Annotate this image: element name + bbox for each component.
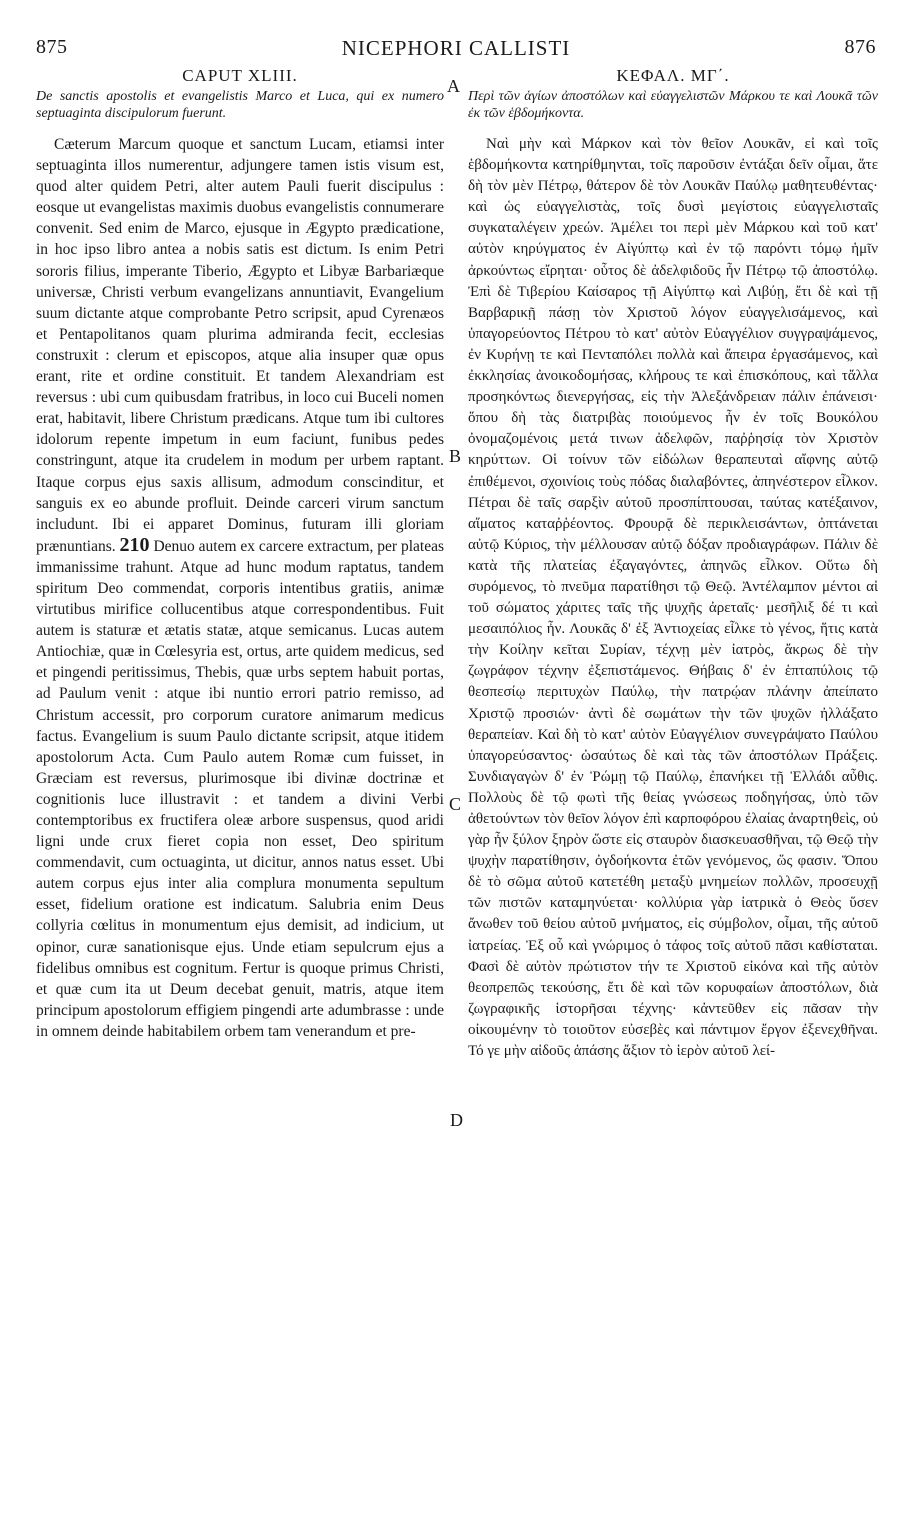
margin-letter-c: C — [449, 794, 462, 814]
margin-letter-a: A — [447, 76, 460, 96]
margin-letter-d: D — [450, 1110, 463, 1130]
latin-text-before: Cæterum Marcum quoque et sanctum Lucam, etiamsi inter septuaginta illos numerentur, adjungere tamen istis visum est, quod alter quidem Petri, alter autem Pauli fuerit discipulus : eosque ut evangelistas maximis duobus evangelistis connumerare convenit. Sed enim de Marco, ejusque in Ægypto prædicatione, in hoc ipso libro antea a nobis satis est dictum. Is enim Petri sororis filius, imperante Tiberio, Ægypto et Libyæ Barbariæque universæ, Christi verbum evangelizans annuntiavit, Evangelium suum dictante atque comprobante Petro scripsit, apud Cyrenæos et Pentapolitanos quam plurima admiranda fecit, ecclesias construxit : clerum et episcopos, atque alia insuper quæ opus erant, rite et ordine constituit. Et tandem Alexandriam est reversus : ubi cum quibusdam fratribus, in loco cui Buceli nomen erat, habitavit, libere Christum prædicans. Atque tum ibi cultores idolorum repente impetum in eum faciunt, funibus pedes constringunt, atque ita crudelem in modum per urbem raptant. Itaque corpus ejus saxis allisum, admodum conscinditur, et sanguis ex eo abunde profluit. Deinde carceri virum sanctum includunt. Ibi ei apparet Dominus, futuram illi gloriam prænuntians. — [36, 136, 444, 555]
latin-column — [36, 66, 444, 1042]
section-number: 210 — [119, 533, 150, 556]
margin-letter-b: B — [449, 446, 462, 466]
greek-chapter-subtitle: Περὶ τῶν ἁγίων ἀποστόλων καὶ εὐαγγελιστῶν Μάρκου τε καὶ Λουκᾶ τῶν ἐκ τῶν ἑβδομήκοντα. — [468, 89, 878, 121]
greek-chapter-heading: ΚΕΦΑΛ. ΜΓ΄. — [616, 66, 730, 85]
page-number-left: 875 — [36, 36, 68, 58]
page-number-right: 876 — [844, 36, 876, 58]
latin-text-after: Denuo autem ex carcere extractum, per plateas immanissime trahunt. Atque ad hunc modum raptatus, tandem spiritum Deo commendat, corporis intentibus gratiis, animæ virtutibus mirifice collucentibus atque correspondentibus. Fuit autem is staturæ et ætatis statæ, atque semicanus. Lucas autem Antiochiæ, quæ in Cœlesyria est, ortus, arte quidem medicus, sed et pingendi peritissimus, Thebis, quæ urbs septem habuit portas, ad Paulum venit : atque ibi nuntio errori patrio remisso, ad Christum accessit, pro corporum curatore animarum medicus factus. Evangelium is suum Paulo dictante scripsit, atque itidem apostolorum Acta. Cum Paulo autem Romæ cum fuisset, in Græciam est reversus, plurimosque ibi divinæ doctrinæ et cognitionis luce illustravit : et tandem a divini Verbi contemptoribus ex fructifera oleæ arbore suspensus, quod aridi ligni unde crux fieret copia non esset, Deo spiritum commendavit, cum octuaginta, ut dicitur, annos natus esset. Ubi autem corpus ejus inter alia complura monumenta sepultum esset, fidelium oratione est indicatum. Salubria enim Deus collyria cœlitus in monumentum ejus demisit, ad indicium, ut opinor, curæ sanationisque ejus. Unde etiam sepulcrum ejus a fidelibus omnibus est cognitum. Fertur is quoque primus Christi, et quæ cum ita ut Deum decebat genuit, matris, atque item principum apostolorum effigiem pingendi arte adumbrasse : unde in omnem deinde habitabilem orbem tam venerandum et pre- — [36, 537, 444, 1040]
greek-body-text: Ναὶ μὴν καὶ Μάρκον καὶ τὸν θεῖον Λουκᾶν, εἰ καὶ τοῖς ἑβδομήκοντα κατηρίθμηνται, τοῖς παροῦσιν ἐντάξαι δεῖν οἶμαι, ἅτε δὴ τὸν μὲν Πέτρῳ, θάτερον δὲ τὸν Λουκᾶν Παύλῳ μαθητευθέντας· καὶ ὡς εὐαγγελιστὰς, τοῖς δυσὶ μεγίστοις εὐαγγελισταῖς συγκαταλέγειν χρεών. Ἀμέλει τοι περὶ μὲν Μάρκου καὶ τοῦ κατ' αὐτὸν κηρύγματος ἐν Αἰγύπτῳ καὶ ἐν τῷ παρόντι τόμῳ ἡμῖν ἀρκούντως εἴρηται· οὗτος δὲ ἀδελφιδοῦς ἦν Πέτρῳ τῷ ἀποστόλῳ. Ἐπὶ δὲ Τιβερίου Καίσαρος τῇ Αἰγύπτῳ καὶ Λιβύῃ, ἔτι δὲ καὶ τῇ Βαρβαρικῇ πάσῃ τὸν Χριστοῦ λόγον εὐαγγελισάμενος, καὶ ὑπαγορεύοντος Πέτρου τὸ κατ' αὐτὸν Εὐαγγέλιον συγγραψάμενος, ἐν Κυρήνῃ τε καὶ Πενταπόλει πολλὰ καὶ ἄπειρα ἐργασάμενος, καὶ ἐκκλησίας ἀνοικοδομήσας, κλήρους τε καὶ ἐπισκόπους, καὶ τἄλλα προσηκόντως διενεργήσας, εἰς τὴν Ἀλεξάνδρειαν πάλιν ἐπάνεισι· ὅπου δὴ τὰς διατριβὰς ποιούμενος ἦν ἐν τοῖς Βουκόλου ὀνομαζομένοις μετά τινων ἀδελφῶν, παῤῥησίᾳ τὸν Χριστὸν κηρύττων. Οἱ τοίνυν τῶν εἰδώλων θεραπευταὶ αἴφνης αὐτῷ ἐπιθέμενοι, σχοινίοις τοὺς πόδας διαλαβόντες, ἀπηνέστερον εἷλκον. Πέτραι δὲ ταῖς σαρξὶν αὐτοῦ προσπίπτουσαι, ταύτας κατέξαινον, αἵματος καταῤῥέοντος. Φρουρᾷ δὲ περικλεισάντων, ὀπτάνεται αὐτῷ Κύριος, τὴν μέλλουσαν αὐτῷ δόξαν προδιαγράφων. Πάλιν δὲ κατὰ τῆς πλατείας ἐξαγαγόντες, ἀπηνῶς εἷλκον. Οὕτω δὴ συρόμενος, τὸ πνεῦμα παρατίθησι τῷ Θεῷ. Ἀντέλαμπον μέντοι αἱ τοῦ σώματος χάριτες ταῖς τῆς ψυχῆς ἀρεταῖς· μεσῆλιξ δέ τι καὶ μεσαιπόλιος ἦν. Λουκᾶς δ' ἐξ Ἀντιοχείας εἷλκε τὸ γένος, ἥτις κατὰ τὴν Κοίλην κεῖται Συρίαν, τέχνῃ μὲν ἰατρὸς, ἄκρως δὲ τὴν ζωγράφον τέχνην ἐξεπιστάμενος. Θήβαις δ' ἐν ἑπταπύλοις τῷ θεσπεσίῳ περιτυχὼν Παύλῳ, τὴν πατρῴαν πλάνην ἀπείπατο Χριστῷ προσιών· ἀντὶ δὲ σωμάτων τὴν τῶν ψυχῶν ἠλλάξατο θεραπείαν. Καὶ δὴ τὸ κατ' αὐτὸν Εὐαγγέλιον συνεγράψατο Παύλου ὑπαγορεύσαντος· ὡσαύτως δὲ καὶ τὰς τῶν ἀποστόλων Πράξεις. Συνδιαγαγὼν δ' ἐν Ῥώμῃ τῷ Παύλῳ, ἐπανήκει τῇ Ἑλλάδι αὖθις. Πολλοὺς δὲ τῷ φωτὶ τῆς θείας γνώσεως ποδηγήσας, ὑπὸ τῶν ἀθετούντων τὸν θεῖον λόγον ἐπὶ καρποφόρου ἐλαίας ἀναρτηθεὶς, οὐ γὰρ ἦν ξύλον ξηρὸν ὥστε εἰς σταυρὸν διασκευασθῆναι, τῷ Θεῷ τὴν ψυχὴν παρατίθησιν, ὀγδοήκοντα ἐτῶν γενόμενος, ὥς φασιν. Ὅπου δὲ τὸ σῶμα αὐτοῦ κατετέθη μεταξὺ μνημείων πολλῶν, προσευχῇ τῶν πιστῶν καταμηνύεται· κολλύρια γὰρ ἰατρικὰ ὁ Θεὸς ὕσεν ἄνωθεν τοῦ θείου αὐτοῦ μνήματος, εἰς σύμβολον, οἶμαι, τῆς αὐτοῦ ἰατρείας. Ἐξ οὗ καὶ γνώριμος ὁ τάφος τοῖς αὐτοῦ πᾶσι καθίσταται. Φασὶ δὲ αὐτὸν πρώτιστον τήν τε Χριστοῦ εἰκόνα καὶ τῆς αὐτὸν θεοπρεπῶς τεκούσης, ἔτι δὲ καὶ τῶν κορυφαίων ἀποστόλων, διὰ ζωγραφικῆς ἱστορῆσαι τέχνης· κἀντεῦθεν εἰς πᾶσαν τὴν οἰκουμένην τὸ τοιοῦτον εὐσεβὲς καὶ πάντιμον ἔργον ἐξενεχθῆναι. Τό γε μὴν αἰδοῦς ἁπάσης ἄξιον τὸ ἱερὸν αὐτοῦ λεί- — [468, 136, 878, 1060]
greek-column — [468, 66, 878, 1062]
latin-chapter-subtitle: De sanctis apostolis et evangelistis Marco et Luca, qui ex numero septuaginta discipulorum fuerunt. — [36, 89, 444, 121]
running-title: NICEPHORI CALLISTI — [341, 36, 571, 60]
latin-chapter-heading: CAPUT XLIII. — [182, 66, 298, 85]
latin-body-text — [36, 134, 444, 1042]
page-header — [36, 36, 876, 62]
